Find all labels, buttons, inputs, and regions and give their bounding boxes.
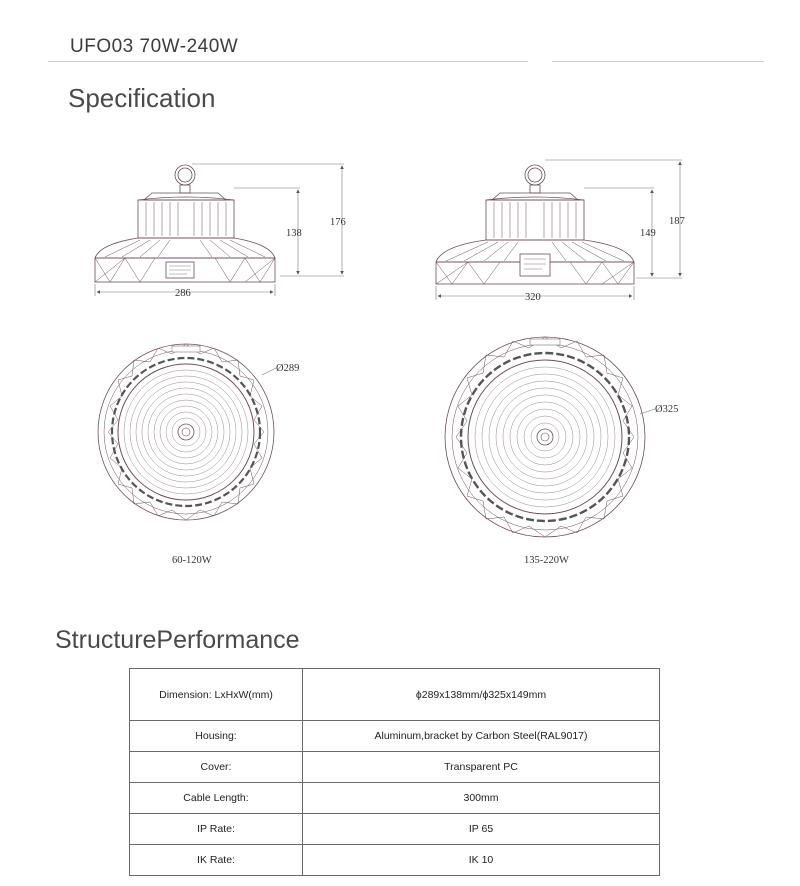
structure-performance-heading: StructurePerformance [55, 626, 300, 654]
spec-value: IP 65 [303, 814, 660, 845]
spec-label: IK Rate: [130, 845, 303, 876]
spec-value: Aluminum,bracket by Carbon Steel(RAL9017) [303, 721, 660, 752]
large-power-label: 135-220W [524, 555, 569, 566]
spec-label: Cable Length: [130, 783, 303, 814]
bottom-view-large [445, 337, 645, 537]
large-diameter-label: Ø325 [655, 404, 679, 415]
large-width-label: 320 [525, 292, 541, 303]
bottom-view-small [98, 344, 274, 520]
table-row [130, 783, 660, 814]
table-row [130, 669, 660, 721]
small-width-label: 286 [175, 288, 191, 299]
small-diameter-label: Ø289 [276, 363, 300, 374]
large-body-height-label: 149 [640, 228, 656, 239]
spec-label: Housing: [130, 721, 303, 752]
table-row [130, 721, 660, 752]
spec-value: ϕ289x138mm/ϕ325x149mm [303, 669, 660, 721]
specification-heading: Specification [68, 83, 216, 113]
model-title: UFO03 70W-240W [70, 36, 239, 57]
spec-value: IK 10 [303, 845, 660, 876]
side-view-small [95, 165, 275, 282]
table-row [130, 814, 660, 845]
large-total-height-label: 187 [669, 216, 685, 227]
spec-value: Transparent PC [303, 752, 660, 783]
spec-value: 300mm [303, 783, 660, 814]
small-body-height-label: 138 [286, 228, 302, 239]
small-power-label: 60-120W [172, 555, 212, 566]
table-row [130, 752, 660, 783]
dimensions-side-small [95, 164, 344, 296]
small-total-height-label: 176 [330, 217, 346, 228]
spec-label: Cover: [130, 752, 303, 783]
spec-label: Dimension: LxHxW(mm) [130, 669, 303, 721]
side-view-large [436, 165, 634, 284]
structure-performance-table [129, 668, 660, 876]
table-row [130, 845, 660, 876]
spec-label: IP Rate: [130, 814, 303, 845]
